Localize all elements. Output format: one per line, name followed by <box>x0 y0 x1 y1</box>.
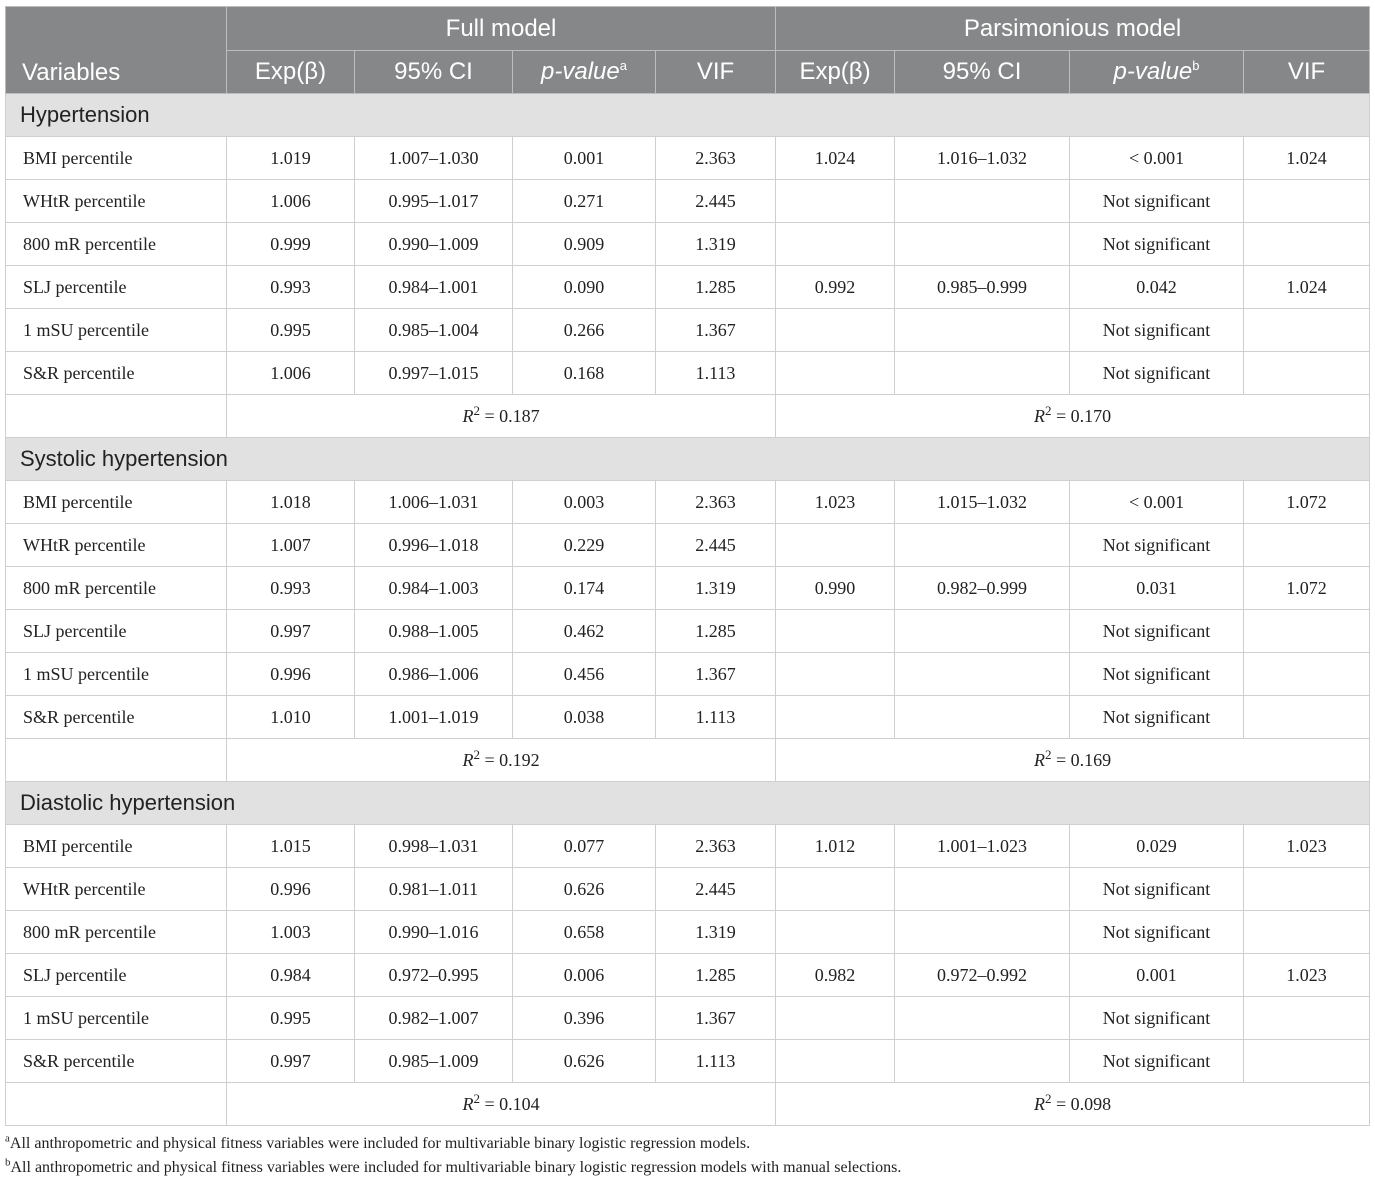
results-table-container <box>5 6 1369 1126</box>
full-p-value-cell: 0.456 <box>513 653 656 696</box>
pars-ci-cell: 1.016–1.032 <box>895 137 1070 180</box>
full-ci-cell: 0.984–1.001 <box>355 266 513 309</box>
pars-ci-cell <box>895 868 1070 911</box>
full-vif-cell: 1.367 <box>656 997 776 1040</box>
full-vif-cell: 1.367 <box>656 653 776 696</box>
pars-exp-beta-cell: 1.024 <box>776 137 895 180</box>
full-exp-beta-cell: 0.997 <box>227 610 355 653</box>
pars-vif-cell <box>1244 352 1370 395</box>
full-ci-cell: 0.990–1.016 <box>355 911 513 954</box>
pars-ci-cell <box>895 653 1070 696</box>
pars-ci-cell <box>895 696 1070 739</box>
pars-vif-header: VIF <box>1244 51 1370 94</box>
section-title: Systolic hypertension <box>6 438 1370 481</box>
variable-label: S&R percentile <box>6 696 227 739</box>
pars-exp-beta-cell <box>776 309 895 352</box>
variable-label: S&R percentile <box>6 352 227 395</box>
table-row <box>6 911 1370 954</box>
full-p-value-cell: 0.626 <box>513 868 656 911</box>
full-p-value-cell: 0.909 <box>513 223 656 266</box>
pars-exp-beta-cell <box>776 180 895 223</box>
table-body <box>6 94 1370 1126</box>
variable-label: 1 mSU percentile <box>6 653 227 696</box>
full-exp-beta-cell: 1.003 <box>227 911 355 954</box>
r-squared-full: $R^2 = 0.104$ <box>227 1083 776 1126</box>
pars-ci-header: 95% CI <box>895 51 1070 94</box>
full-vif-cell: 1.285 <box>656 266 776 309</box>
pars-p-value-cell: Not significant <box>1070 997 1244 1040</box>
pars-vif-cell: 1.072 <box>1244 567 1370 610</box>
full-p-value-cell: 0.077 <box>513 825 656 868</box>
pars-ci-cell: 0.985–0.999 <box>895 266 1070 309</box>
full-p-value-cell: 0.001 <box>513 137 656 180</box>
table-row <box>6 180 1370 223</box>
full-exp-beta-cell: 0.993 <box>227 567 355 610</box>
variable-label: BMI percentile <box>6 137 227 180</box>
pars-exp-beta-cell: 1.023 <box>776 481 895 524</box>
r-squared-row <box>6 1083 1370 1126</box>
pars-ci-cell: 0.982–0.999 <box>895 567 1070 610</box>
pars-exp-beta-cell <box>776 352 895 395</box>
pars-p-value-cell: Not significant <box>1070 610 1244 653</box>
full-exp-beta-cell: 1.015 <box>227 825 355 868</box>
pars-p-value-cell: 0.001 <box>1070 954 1244 997</box>
pars-p-value-cell: Not significant <box>1070 1040 1244 1083</box>
full-exp-beta-cell: 0.996 <box>227 868 355 911</box>
pars-vif-cell: 1.072 <box>1244 481 1370 524</box>
pars-ci-cell: 1.001–1.023 <box>895 825 1070 868</box>
full-p-value-cell: 0.266 <box>513 309 656 352</box>
r-squared-full: $R^2 = 0.192$ <box>227 739 776 782</box>
variable-label: SLJ percentile <box>6 266 227 309</box>
full-vif-cell: 2.363 <box>656 481 776 524</box>
full-ci-cell: 0.997–1.015 <box>355 352 513 395</box>
pars-exp-beta-cell <box>776 911 895 954</box>
pars-vif-cell <box>1244 223 1370 266</box>
full-ci-cell: 0.981–1.011 <box>355 868 513 911</box>
variable-label: WHtR percentile <box>6 868 227 911</box>
full-ci-cell: 1.006–1.031 <box>355 481 513 524</box>
r-squared-row <box>6 739 1370 782</box>
section-title: Diastolic hypertension <box>6 782 1370 825</box>
pars-p-value-cell: 0.031 <box>1070 567 1244 610</box>
pars-exp-beta-cell <box>776 696 895 739</box>
full-exp-beta-header: Exp(β) <box>227 51 355 94</box>
table-row <box>6 481 1370 524</box>
full-ci-cell: 0.985–1.009 <box>355 1040 513 1083</box>
pars-exp-beta-cell: 0.992 <box>776 266 895 309</box>
pars-exp-beta-cell <box>776 610 895 653</box>
full-p-value-cell: 0.038 <box>513 696 656 739</box>
pars-ci-cell <box>895 1040 1070 1083</box>
full-p-value-cell: 0.090 <box>513 266 656 309</box>
table-header <box>6 7 1370 94</box>
pars-vif-cell: 1.024 <box>1244 137 1370 180</box>
pars-exp-beta-cell <box>776 1040 895 1083</box>
full-vif-cell: 2.445 <box>656 180 776 223</box>
variable-label: 800 mR percentile <box>6 911 227 954</box>
full-p-value-cell: 0.626 <box>513 1040 656 1083</box>
full-p-value-cell: 0.271 <box>513 180 656 223</box>
pars-exp-beta-cell <box>776 524 895 567</box>
pars-vif-cell: 1.023 <box>1244 954 1370 997</box>
table-row <box>6 610 1370 653</box>
full-vif-cell: 2.363 <box>656 137 776 180</box>
pars-p-value-cell: Not significant <box>1070 180 1244 223</box>
full-ci-cell: 0.998–1.031 <box>355 825 513 868</box>
pars-ci-cell <box>895 180 1070 223</box>
variable-label: WHtR percentile <box>6 180 227 223</box>
full-exp-beta-cell: 1.019 <box>227 137 355 180</box>
full-exp-beta-cell: 1.006 <box>227 352 355 395</box>
footnote-a: $^a$All anthropometric and physical fitness variables were included for multivariable binary logistic regression models. <box>5 1132 751 1152</box>
r-squared-parsimonious: $R^2 = 0.098$ <box>776 1083 1370 1126</box>
parsimonious-model-header: Parsimonious model <box>776 7 1370 51</box>
full-ci-cell: 0.982–1.007 <box>355 997 513 1040</box>
pars-p-value-header: p-value$^b$ <box>1070 51 1244 94</box>
full-p-value-cell: 0.168 <box>513 352 656 395</box>
pars-vif-cell <box>1244 524 1370 567</box>
r-squared-row <box>6 395 1370 438</box>
pars-p-value-cell: 0.029 <box>1070 825 1244 868</box>
pars-vif-cell <box>1244 309 1370 352</box>
table-row <box>6 868 1370 911</box>
variable-label: S&R percentile <box>6 1040 227 1083</box>
full-exp-beta-cell: 0.995 <box>227 997 355 1040</box>
full-p-value-cell: 0.006 <box>513 954 656 997</box>
pars-exp-beta-cell: 0.990 <box>776 567 895 610</box>
table-row <box>6 1040 1370 1083</box>
pars-exp-beta-cell: 0.982 <box>776 954 895 997</box>
variable-label: BMI percentile <box>6 481 227 524</box>
footnote-b: $^b$All anthropometric and physical fitness variables were included for multivariable binary logistic regression models with manual selections. <box>5 1156 902 1176</box>
pars-vif-cell <box>1244 653 1370 696</box>
full-ci-cell: 0.985–1.004 <box>355 309 513 352</box>
pars-exp-beta-cell <box>776 223 895 266</box>
pars-p-value-cell: Not significant <box>1070 696 1244 739</box>
table-row <box>6 524 1370 567</box>
empty-cell <box>6 395 227 438</box>
pars-p-value-cell: 0.042 <box>1070 266 1244 309</box>
full-vif-cell: 1.285 <box>656 954 776 997</box>
full-exp-beta-cell: 1.006 <box>227 180 355 223</box>
pars-vif-cell: 1.023 <box>1244 825 1370 868</box>
table-row <box>6 137 1370 180</box>
section-row <box>6 94 1370 137</box>
full-vif-cell: 1.319 <box>656 567 776 610</box>
full-ci-cell: 0.972–0.995 <box>355 954 513 997</box>
pars-ci-cell <box>895 911 1070 954</box>
regression-table <box>5 6 1370 1126</box>
empty-cell <box>6 739 227 782</box>
full-vif-cell: 1.319 <box>656 223 776 266</box>
variable-label: SLJ percentile <box>6 954 227 997</box>
full-p-value-cell: 0.462 <box>513 610 656 653</box>
table-row <box>6 352 1370 395</box>
pars-p-value-cell: Not significant <box>1070 223 1244 266</box>
pars-exp-beta-header: Exp(β) <box>776 51 895 94</box>
pars-p-value-cell: Not significant <box>1070 911 1244 954</box>
pars-ci-cell <box>895 309 1070 352</box>
table-row <box>6 223 1370 266</box>
variable-label: 1 mSU percentile <box>6 997 227 1040</box>
full-ci-cell: 0.988–1.005 <box>355 610 513 653</box>
r-squared-full: $R^2 = 0.187$ <box>227 395 776 438</box>
full-vif-cell: 2.363 <box>656 825 776 868</box>
pars-ci-cell <box>895 223 1070 266</box>
full-ci-cell: 1.001–1.019 <box>355 696 513 739</box>
pars-vif-cell <box>1244 180 1370 223</box>
full-vif-cell: 2.445 <box>656 524 776 567</box>
full-p-value-cell: 0.396 <box>513 997 656 1040</box>
full-ci-cell: 0.996–1.018 <box>355 524 513 567</box>
full-ci-cell: 0.990–1.009 <box>355 223 513 266</box>
pars-ci-cell <box>895 352 1070 395</box>
pars-vif-cell <box>1244 868 1370 911</box>
pars-p-value-cell: Not significant <box>1070 868 1244 911</box>
pars-ci-cell <box>895 610 1070 653</box>
pars-p-value-cell: < 0.001 <box>1070 481 1244 524</box>
full-exp-beta-cell: 0.996 <box>227 653 355 696</box>
r-squared-parsimonious: $R^2 = 0.169$ <box>776 739 1370 782</box>
table-row <box>6 567 1370 610</box>
section-title: Hypertension <box>6 94 1370 137</box>
full-vif-cell: 2.445 <box>656 868 776 911</box>
table-row <box>6 954 1370 997</box>
variables-header: Variables <box>6 7 227 94</box>
pars-exp-beta-cell <box>776 868 895 911</box>
table-row <box>6 997 1370 1040</box>
full-p-value-header: p-value$^a$ <box>513 51 656 94</box>
pars-p-value-cell: Not significant <box>1070 352 1244 395</box>
pars-vif-cell <box>1244 911 1370 954</box>
pars-ci-cell <box>895 524 1070 567</box>
full-ci-cell: 0.995–1.017 <box>355 180 513 223</box>
pars-p-value-cell: Not significant <box>1070 653 1244 696</box>
full-ci-header: 95% CI <box>355 51 513 94</box>
table-row <box>6 309 1370 352</box>
full-p-value-cell: 0.229 <box>513 524 656 567</box>
full-p-value-cell: 0.658 <box>513 911 656 954</box>
full-exp-beta-cell: 1.007 <box>227 524 355 567</box>
variable-label: WHtR percentile <box>6 524 227 567</box>
full-exp-beta-cell: 0.999 <box>227 223 355 266</box>
full-ci-cell: 0.984–1.003 <box>355 567 513 610</box>
footnotes <box>5 1132 1369 1180</box>
r-squared-parsimonious: $R^2 = 0.170$ <box>776 395 1370 438</box>
full-exp-beta-cell: 0.997 <box>227 1040 355 1083</box>
pars-ci-cell: 1.015–1.032 <box>895 481 1070 524</box>
full-ci-cell: 0.986–1.006 <box>355 653 513 696</box>
pars-exp-beta-cell <box>776 997 895 1040</box>
full-vif-cell: 1.285 <box>656 610 776 653</box>
pars-vif-cell: 1.024 <box>1244 266 1370 309</box>
full-exp-beta-cell: 1.018 <box>227 481 355 524</box>
variable-label: 1 mSU percentile <box>6 309 227 352</box>
variable-label: 800 mR percentile <box>6 223 227 266</box>
full-ci-cell: 1.007–1.030 <box>355 137 513 180</box>
full-p-value-cell: 0.003 <box>513 481 656 524</box>
pars-exp-beta-cell <box>776 653 895 696</box>
pars-ci-cell <box>895 997 1070 1040</box>
full-vif-cell: 1.319 <box>656 911 776 954</box>
full-exp-beta-cell: 1.010 <box>227 696 355 739</box>
pars-vif-cell <box>1244 1040 1370 1083</box>
full-vif-cell: 1.113 <box>656 1040 776 1083</box>
variable-label: SLJ percentile <box>6 610 227 653</box>
variable-label: BMI percentile <box>6 825 227 868</box>
empty-cell <box>6 1083 227 1126</box>
table-row <box>6 266 1370 309</box>
full-exp-beta-cell: 0.995 <box>227 309 355 352</box>
full-vif-header: VIF <box>656 51 776 94</box>
section-row <box>6 438 1370 481</box>
pars-vif-cell <box>1244 696 1370 739</box>
pars-p-value-cell: Not significant <box>1070 309 1244 352</box>
full-vif-cell: 1.113 <box>656 352 776 395</box>
pars-p-value-cell: Not significant <box>1070 524 1244 567</box>
full-exp-beta-cell: 0.993 <box>227 266 355 309</box>
pars-p-value-cell: < 0.001 <box>1070 137 1244 180</box>
table-row <box>6 653 1370 696</box>
pars-ci-cell: 0.972–0.992 <box>895 954 1070 997</box>
full-p-value-cell: 0.174 <box>513 567 656 610</box>
pars-exp-beta-cell: 1.012 <box>776 825 895 868</box>
section-row <box>6 782 1370 825</box>
variable-label: 800 mR percentile <box>6 567 227 610</box>
full-model-header: Full model <box>227 7 776 51</box>
full-exp-beta-cell: 0.984 <box>227 954 355 997</box>
pars-vif-cell <box>1244 610 1370 653</box>
table-row <box>6 825 1370 868</box>
table-row <box>6 696 1370 739</box>
full-vif-cell: 1.113 <box>656 696 776 739</box>
pars-vif-cell <box>1244 997 1370 1040</box>
full-vif-cell: 1.367 <box>656 309 776 352</box>
